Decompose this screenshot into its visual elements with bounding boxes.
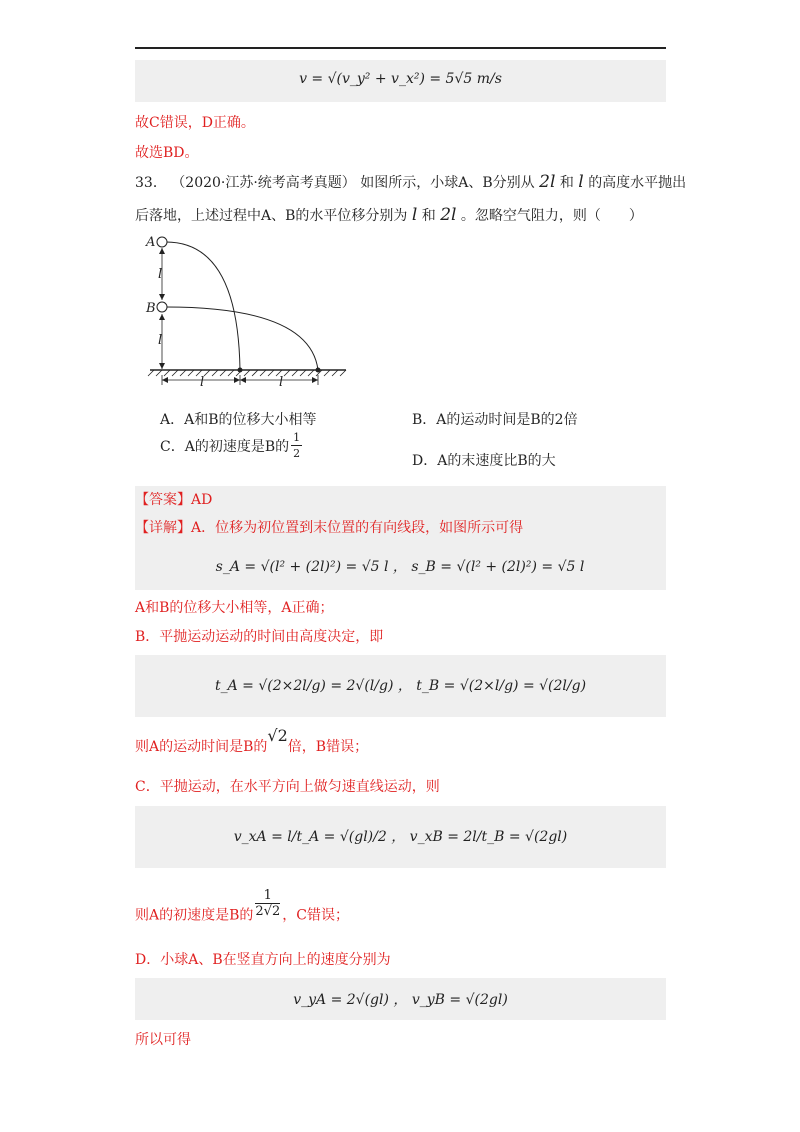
question-var: l bbox=[411, 205, 418, 225]
arrow-head bbox=[159, 314, 165, 320]
choose-line: 故选BD。 bbox=[135, 145, 199, 161]
label-a: A bbox=[146, 235, 156, 250]
detail-d-result: 所以可得 bbox=[135, 1032, 191, 1048]
detail-a-result: A和B的位移大小相等，A正确； bbox=[135, 600, 334, 616]
option-b: B．A的运动时间是B的2倍 bbox=[412, 412, 578, 428]
formula-time: t_A = √(2×2l/g) = 2√(l/g) ， t_B = √(2×l/g) = √(2l/g) bbox=[214, 678, 587, 694]
answer-value: AD bbox=[191, 492, 213, 508]
landing-b bbox=[316, 368, 321, 373]
sqrt-two: √2 bbox=[267, 726, 288, 745]
label-height-lower: l bbox=[158, 333, 163, 348]
detail-c-result bbox=[135, 888, 349, 931]
formula-velocity-x: v_xA = l/t_A = √(gl)/2 ， v_xB = 2l/t_B = √(2gl) bbox=[233, 829, 568, 845]
question-text: 如图所示，小球A、B分别从 bbox=[360, 175, 535, 191]
detail-c-intro: C．平抛运动，在水平方向上做匀速直线运动，则 bbox=[135, 779, 440, 795]
one-over-two-root-two: $\frac{1}{2√2}$ bbox=[255, 888, 281, 919]
detail-a-intro: A．位移为初位置到末位置的有向线段，如图所示可得 bbox=[191, 520, 524, 536]
detail-c-result-text: ，C错误； bbox=[282, 907, 349, 924]
header-rule bbox=[135, 47, 666, 49]
question-source: （2020·江苏·统考高考真题） bbox=[171, 175, 356, 191]
formula-band-velocity-y bbox=[135, 978, 666, 1020]
option-c-text: C．A的初速度是B的 bbox=[160, 439, 290, 455]
landing-a bbox=[238, 368, 243, 373]
question-text: 的高度水平抛出 bbox=[588, 175, 687, 191]
label-width-right: l bbox=[279, 375, 284, 390]
conclusion-c: 故C错误，D正确。 bbox=[135, 115, 255, 131]
option-c-fraction: $\frac{1}{2}$ bbox=[293, 431, 301, 460]
question-var: l bbox=[578, 172, 584, 192]
label-b: B bbox=[146, 301, 156, 316]
option-c bbox=[160, 431, 304, 461]
question-text: 。忽略空气阻力，则（ ） bbox=[460, 208, 643, 224]
detail-b-intro: B．平抛运动运动的时间由高度决定，即 bbox=[135, 629, 384, 645]
arrow-head bbox=[159, 248, 165, 254]
question-text: 后落地，上述过程中A、B的水平位移分别为 bbox=[135, 208, 408, 224]
question-var: 2l bbox=[539, 172, 556, 192]
detail-tag: 【详解】 bbox=[135, 520, 191, 536]
question-text: 和 bbox=[559, 175, 574, 191]
detail-c-result-text: 则A的初速度是B的 bbox=[135, 907, 254, 924]
question-number: 33． bbox=[135, 175, 167, 191]
formula-band-time bbox=[135, 655, 666, 717]
label-height-upper: l bbox=[158, 267, 163, 282]
ball-a bbox=[157, 237, 167, 247]
formula-displacement: s_A = √(l² + (2l)²) = √5 l ， s_B = √(l² + (2l)²) = √5 l bbox=[215, 559, 585, 575]
formula-velocity-y: v_yA = 2√(gl) ， v_yB = √(2gl) bbox=[293, 992, 508, 1008]
detail-a-intro-line bbox=[135, 518, 523, 538]
ball-b bbox=[157, 302, 167, 312]
option-d: D．A的末速度比B的大 bbox=[412, 453, 556, 469]
answer-tag: 【答案】 bbox=[135, 492, 191, 508]
question-line-2 bbox=[135, 205, 643, 226]
formula-velocity: v = √(v_y² + v_x²) = 5√5 m/s bbox=[299, 71, 502, 87]
question-var: 2l bbox=[440, 205, 457, 225]
arrow-head bbox=[159, 294, 165, 300]
arrow-head bbox=[159, 363, 165, 369]
question-line-1 bbox=[135, 172, 686, 193]
answer-line bbox=[135, 490, 212, 510]
detail-b-result-text: 则A的运动时间是B的 bbox=[135, 739, 268, 755]
formula-band-velocity-x bbox=[135, 806, 666, 868]
detail-d-intro: D．小球A、B在竖直方向上的速度分别为 bbox=[135, 952, 391, 968]
projectile-figure bbox=[140, 232, 360, 392]
detail-b-result-text: 倍，B错误； bbox=[287, 739, 369, 755]
option-a: A．A和B的位移大小相等 bbox=[160, 412, 317, 428]
label-width-left: l bbox=[200, 375, 205, 390]
trajectory-a bbox=[166, 242, 240, 370]
detail-b-result bbox=[135, 726, 369, 757]
trajectory-b bbox=[166, 307, 318, 370]
question-text: 和 bbox=[421, 208, 436, 224]
formula-band-top bbox=[135, 60, 666, 102]
